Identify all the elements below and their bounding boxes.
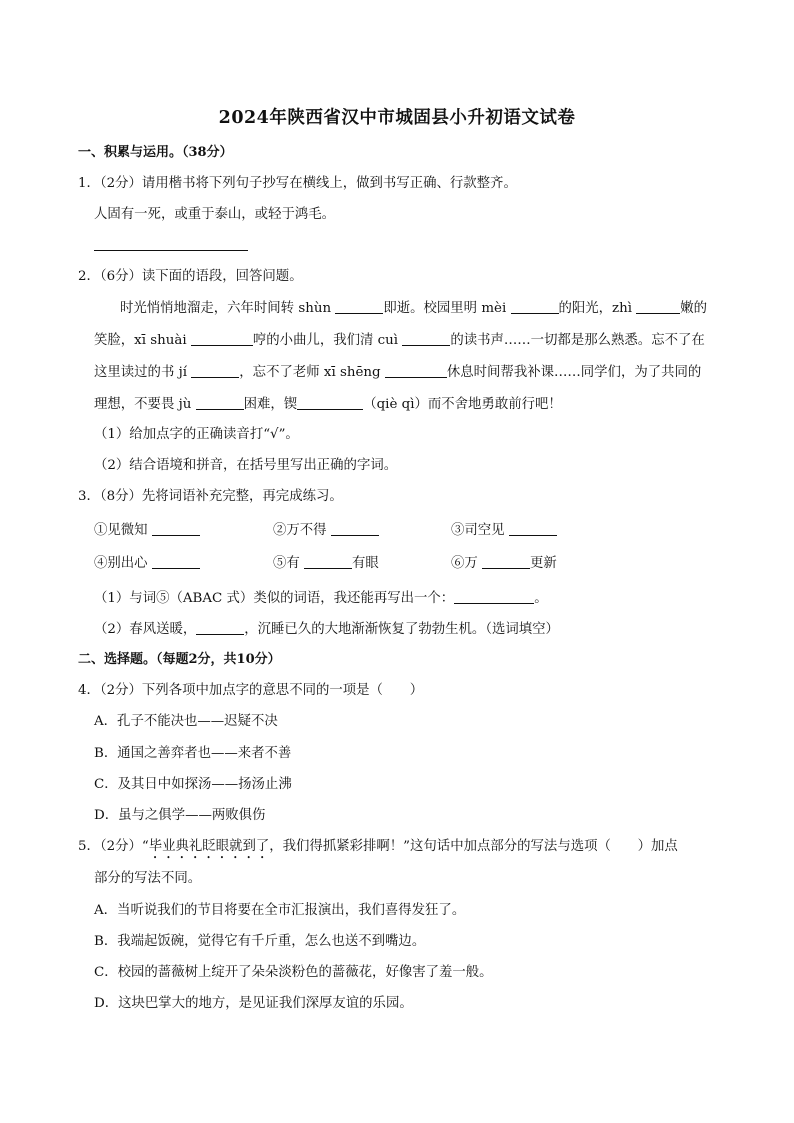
blank-ji[interactable]	[191, 363, 239, 378]
question-2-sub-2: （2）结合语境和拼音，在括号里写出正确的字词。	[94, 458, 398, 473]
blank-idiom-3[interactable]	[509, 521, 557, 536]
idiom-item-6: ⑥万 更新	[451, 556, 557, 571]
section-2-heading: 二、选择题。（每题2分，共10分）	[78, 652, 281, 667]
blank-idiom-6[interactable]	[482, 554, 530, 569]
question-5-option-c[interactable]: C．校园的蔷薇树上绽开了朵朵淡粉色的蔷薇花，好像害了羞一般。	[94, 965, 493, 980]
blank-idiom-4[interactable]	[152, 554, 200, 569]
question-3-stem: 3．（8分）先将词语补充完整，再完成练习。	[78, 489, 343, 504]
emphasized-phrase: 毕业典礼眨眼就到了	[148, 839, 270, 854]
question-1-sentence: 人固有一死，或重于泰山，或轻于鸿毛。	[94, 207, 336, 222]
question-5-stem-line-1: 5．（2分）“毕业典礼眨眼就到了，我们得抓紧彩排啊！”这句话中加点部分的写法与选项（ ）加点	[78, 839, 678, 854]
blank-zhi[interactable]	[636, 299, 680, 314]
question-5-option-d[interactable]: D．这块巴掌大的地方，是见证我们深厚友谊的乐园。	[94, 996, 413, 1011]
question-2-paragraph-line-4: 理想，不要畏 jù 困难，锲 （qiè qì）而不舍地勇敢前行吧！	[94, 397, 562, 412]
question-2-sub-1: （1）给加点字的正确读音打“√”。	[94, 427, 299, 442]
blank-xisheng[interactable]	[385, 363, 447, 378]
question-3-sub-1: （1）与词⑤（ABAC 式）类似的词语，我还能再写出一个： 。	[94, 591, 548, 606]
question-5-option-b[interactable]: B．我端起饭碗，觉得它有千斤重，怎么也送不到嘴边。	[94, 934, 426, 949]
question-4-option-a[interactable]: A．孔子不能决也——迟疑不决	[94, 714, 278, 729]
idiom-item-3: ③司空见	[451, 521, 557, 540]
blank-abac[interactable]	[454, 589, 534, 604]
question-2-stem: 2．（6分）读下面的语段，回答问题。	[78, 269, 303, 284]
idiom-item-5: ⑤有 有眼	[273, 556, 379, 571]
blank-idiom-1[interactable]	[152, 521, 200, 536]
section-1-heading: 一、积累与运用。（38分）	[78, 145, 233, 160]
question-2-paragraph-line-2: 笑脸，xī shuài 哼的小曲儿，我们清 cuì 的读书声……一切都是那么熟悉。忘不了在	[94, 333, 705, 348]
question-4-stem: 4．（2分）下列各项中加点字的意思不同的一项是（ ）	[78, 683, 424, 698]
idiom-item-2: ②万不得	[273, 521, 379, 540]
question-3-sub-2: （2）春风送暖， ，沉睡已久的大地渐渐恢复了勃勃生机。（选词填空）	[94, 622, 559, 637]
question-5-option-a[interactable]: A．当听说我们的节目将要在全市汇报演出，我们喜得发狂了。	[94, 903, 466, 918]
blank-mei[interactable]	[511, 299, 559, 314]
question-1-answer-line[interactable]	[94, 236, 248, 251]
question-4-option-b[interactable]: B．通国之善弈者也——来者不善	[94, 746, 292, 761]
blank-idiom-2[interactable]	[331, 521, 379, 536]
blank-cui[interactable]	[402, 331, 450, 346]
idiom-item-1: ①见微知	[94, 521, 200, 540]
blank-qie[interactable]	[297, 395, 363, 410]
exam-title: 2024年陕西省汉中市城固县小升初语文试卷	[218, 108, 576, 128]
question-1-stem: 1．（2分）请用楷书将下列句子抄写在横线上，做到书写正确、行款整齐。	[78, 176, 517, 191]
blank-ju[interactable]	[196, 395, 244, 410]
question-2-paragraph-line-1: 时光悄悄地溜走，六年时间转 shùn 即逝。校园里明 mèi 的阳光，zhì 嫩的	[120, 301, 708, 316]
question-2-paragraph-line-3: 这里读过的书 jí ，忘不了老师 xī shēng 休息时间帮我补课……同学们，为了共同的	[94, 365, 702, 380]
question-4-option-d[interactable]: D．虽与之俱学——两败俱伤	[94, 808, 266, 823]
blank-idiom-5[interactable]	[304, 554, 352, 569]
question-5-stem-line-2: 部分的写法不同。	[94, 871, 202, 886]
question-4-option-c[interactable]: C．及其日中如探汤——扬汤止沸	[94, 777, 292, 792]
blank-choose-word[interactable]	[196, 620, 244, 635]
idiom-item-4: ④别出心	[94, 554, 200, 573]
blank-shun[interactable]	[335, 299, 383, 314]
blank-xishuai[interactable]	[191, 331, 253, 346]
